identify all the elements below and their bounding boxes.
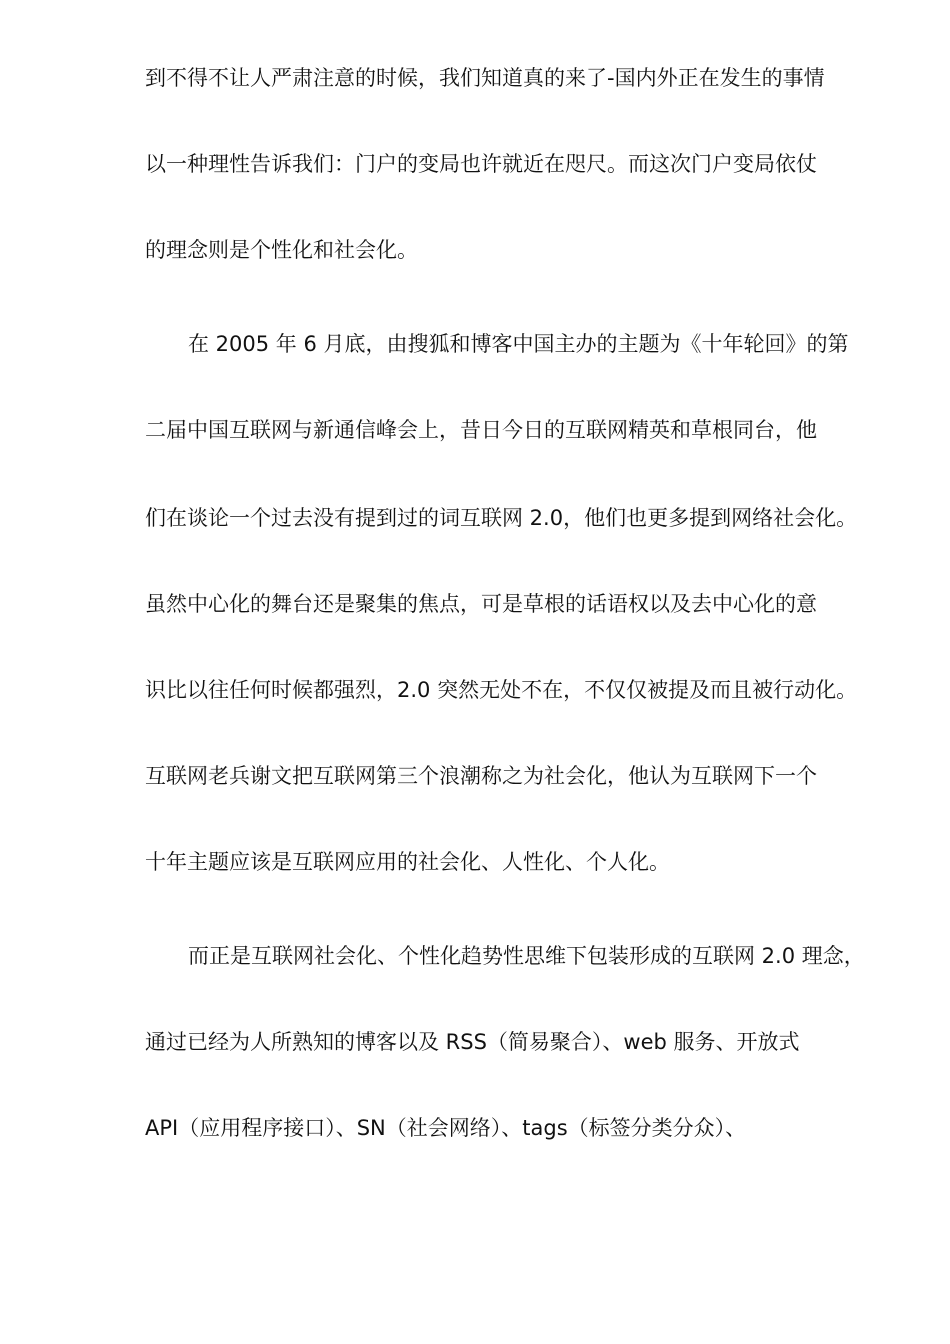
text-line: 二届中国互联网与新通信峰会上，昔日今日的互联网精英和草根同台，他 xyxy=(145,418,817,442)
text-line: 以一种理性告诉我们：门户的变局也许就近在咫尺。而这次门户变局依仗 xyxy=(145,152,817,176)
text-line: 到不得不让人严肃注意的时候，我们知道真的来了-国内外正在发生的事情 xyxy=(145,66,825,90)
text-line: 识比以往任何时候都强烈，2.0 突然无处不在，不仅仅被提及而且被行动化。 xyxy=(145,678,858,702)
text-line: 的理念则是个性化和社会化。 xyxy=(145,238,418,262)
text-line: 虽然中心化的舞台还是聚集的焦点，可是草根的话语权以及去中心化的意 xyxy=(145,592,817,616)
text-line: 们在谈论一个过去没有提到过的词互联网 2.0，他们也更多提到网络社会化。 xyxy=(145,506,858,530)
text-line: 十年主题应该是互联网应用的社会化、人性化、个人化。 xyxy=(145,850,670,874)
text-line: API（应用程序接口）、SN（社会网络）、tags（标签分类分众）、 xyxy=(145,1116,747,1140)
paragraph-start-line: 在 2005 年 6 月底，由搜狐和博客中国主办的主题为《十年轮回》的第 xyxy=(188,332,849,356)
text-line: 通过已经为人所熟知的博客以及 RSS（简易聚合）、web 服务、开放式 xyxy=(145,1030,800,1054)
paragraph-start-line: 而正是互联网社会化、个性化趋势性思维下包装形成的互联网 2.0 理念， xyxy=(188,944,865,968)
text-line: 互联网老兵谢文把互联网第三个浪潮称之为社会化，他认为互联网下一个 xyxy=(145,764,817,788)
